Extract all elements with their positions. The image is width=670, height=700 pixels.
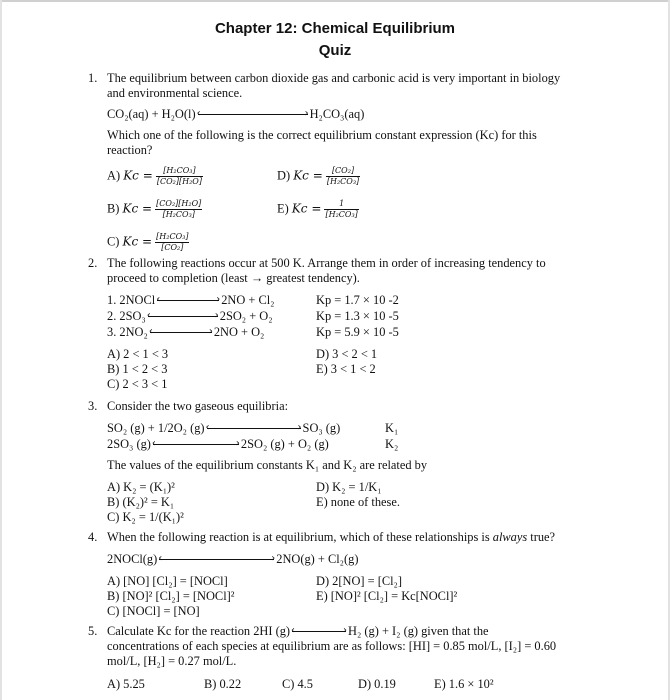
q4-option-d: D) 2[NO] = [Cl₂] bbox=[316, 574, 402, 588]
equilibrium-arrow-icon: ‹ › bbox=[156, 294, 221, 306]
q4-option-c: C) [NOCl] = [NO] bbox=[107, 604, 200, 618]
q5-text-line2: concentrations of each species at equilibrium are as follows: [HI] = 0.85 mol/L, [I₂] = 0.60 bbox=[107, 639, 557, 653]
q5-number: 5. bbox=[88, 624, 98, 638]
q2-r3-kp: Kp = 5.9 × 10 -5 bbox=[316, 325, 399, 339]
q1-text-line1: The equilibrium between carbon dioxide gas and carbonic acid is very important in biology bbox=[107, 71, 561, 85]
q1-question-line1: Which one of the following is the correct equilibrium constant expression (Kc) for this bbox=[107, 128, 537, 142]
page-frame-left bbox=[0, 0, 2, 700]
page-title: Chapter 12: Chemical Equilibrium bbox=[214, 20, 456, 37]
q3-r2-k: K₂ bbox=[385, 437, 399, 451]
q1-option-c-denominator: [CO₂] bbox=[161, 243, 184, 252]
q2-r2-kp: Kp = 1.3 × 10 -5 bbox=[316, 309, 399, 323]
q5-text-line1 bbox=[107, 624, 489, 638]
q1-option-b-denominator: [H₂CO₃] bbox=[162, 210, 195, 219]
q1-option-d-fraction bbox=[326, 166, 360, 187]
equilibrium-arrow-icon: ‹ › bbox=[158, 553, 276, 565]
q5-text-left: Calculate Kc for the reaction 2HI (g) bbox=[107, 624, 291, 638]
q3-r2-right: 2SO₂ (g) + O₂ (g) bbox=[240, 437, 329, 451]
q2-text-line2: proceed to completion (least → greatest tendency). bbox=[107, 271, 360, 285]
q1-option-d bbox=[277, 166, 360, 187]
q5-option-b: B) 0.22 bbox=[204, 677, 242, 691]
q4-text-after: true? bbox=[527, 530, 556, 544]
equilibrium-arrow-icon: ‹ › bbox=[148, 326, 213, 338]
q4-reaction-right: 2NO(g) + Cl₂(g) bbox=[276, 552, 359, 566]
q5-option-a: A) 5.25 bbox=[107, 677, 145, 691]
q1-option-b-numerator: [CO₂][H₂O] bbox=[156, 199, 202, 208]
q1-option-e-fraction bbox=[324, 199, 358, 220]
q2-r1-left: 1. 2NOCl bbox=[107, 293, 156, 307]
q3-r1-k: K₁ bbox=[385, 421, 399, 435]
equilibrium-arrow-icon: ‹ › bbox=[205, 422, 302, 434]
q2-option-a: A) 2 < 1 < 3 bbox=[107, 347, 169, 361]
q5-option-c: C) 4.5 bbox=[282, 677, 313, 691]
q3-r2-left: 2SO₃ (g) bbox=[107, 437, 151, 451]
q1-option-a bbox=[107, 166, 203, 187]
q4-option-b: B) [NO]² [Cl₂] = [NOCl]² bbox=[107, 589, 235, 603]
q1-option-d-numerator: [CO₂] bbox=[326, 166, 360, 177]
q2-r3-left: 3. 2NO₂ bbox=[107, 325, 148, 339]
equilibrium-arrow-icon: ‹ › bbox=[146, 310, 219, 322]
q3-option-d: D) K₂ = 1/K₁ bbox=[316, 480, 382, 494]
q3-reaction-2 bbox=[107, 437, 329, 451]
q3-question: The values of the equilibrium constants K₁ and K₂ are related by bbox=[107, 458, 428, 472]
q1-option-c-kc: Kc = bbox=[122, 234, 153, 249]
q1-option-c-numerator: [H₂CO₃] bbox=[156, 232, 189, 241]
q2-r2-right: 2SO₂ + O₂ bbox=[219, 309, 273, 323]
q2-reaction-2 bbox=[107, 309, 273, 323]
q1-option-e-numerator: 1 bbox=[324, 199, 358, 210]
equilibrium-arrow-icon: ‹ › bbox=[196, 108, 309, 120]
q3-option-e: E) none of these. bbox=[316, 495, 400, 509]
q1-option-b-label: B) bbox=[107, 201, 120, 216]
q1-option-a-kc: Kc = bbox=[123, 168, 153, 183]
q1-number: 1. bbox=[88, 71, 98, 85]
q1-option-e bbox=[277, 199, 359, 220]
q3-number: 3. bbox=[88, 399, 98, 413]
q4-text bbox=[107, 530, 555, 544]
q1-option-a-numerator: [H₂CO₃] bbox=[156, 166, 203, 177]
q2-reaction-3 bbox=[107, 325, 264, 339]
q1-option-c-fraction bbox=[155, 232, 189, 253]
q3-r1-left: SO₂ (g) + 1/2O₂ (g) bbox=[107, 421, 205, 435]
q2-r1-right: 2NO + Cl₂ bbox=[221, 293, 275, 307]
q1-option-d-kc: Kc = bbox=[293, 168, 323, 183]
q4-text-before: When the following reaction is at equilibrium, which of these relationships is bbox=[107, 530, 493, 544]
q1-reaction bbox=[107, 107, 364, 121]
q4-reaction-left: 2NOCl(g) bbox=[107, 552, 158, 566]
q1-option-b-fraction bbox=[155, 199, 202, 220]
equilibrium-arrow-icon: ‹ › bbox=[291, 625, 348, 637]
q2-r2-left: 2. 2SO₃ bbox=[107, 309, 146, 323]
q2-option-c: C) 2 < 3 < 1 bbox=[107, 377, 168, 391]
q3-option-c: C) K₂ = 1/(K₁)² bbox=[107, 510, 184, 524]
q5-option-d: D) 0.19 bbox=[358, 677, 396, 691]
q4-option-e: E) [NO]² [Cl₂] = Kc[NOCl]² bbox=[316, 589, 458, 603]
q4-text-emphasis: always bbox=[492, 530, 528, 544]
q5-text-line3: mol/L, [H₂] = 0.27 mol/L. bbox=[107, 654, 237, 668]
q3-option-b: B) (K₂)² = K₁ bbox=[107, 495, 175, 509]
q2-r1-kp: Kp = 1.7 × 10 -2 bbox=[316, 293, 399, 307]
q3-option-a: A) K₂ = (K₁)² bbox=[107, 480, 175, 494]
q1-option-a-label: A) bbox=[107, 168, 121, 183]
q3-r1-right: SO₃ (g) bbox=[302, 421, 341, 435]
q1-option-a-denominator: [CO₂][H₂O] bbox=[156, 177, 202, 186]
q4-number: 4. bbox=[88, 530, 98, 544]
q1-reaction-left: CO₂(aq) + H₂O(l) bbox=[107, 107, 196, 121]
q2-text-line1: The following reactions occur at 500 K. Arrange them in order of increasing tendency to bbox=[107, 256, 546, 270]
q1-text-line2: and environmental science. bbox=[107, 86, 243, 100]
q1-option-e-denominator: [H₂CO₃] bbox=[325, 210, 358, 219]
q1-option-e-label: E) bbox=[277, 201, 289, 216]
q1-question-line2: reaction? bbox=[107, 143, 153, 157]
q4-option-a: A) [NO] [Cl₂] = [NOCl] bbox=[107, 574, 228, 588]
q2-reaction-1 bbox=[107, 293, 275, 307]
q2-option-e: E) 3 < 1 < 2 bbox=[316, 362, 376, 376]
q3-reaction-1 bbox=[107, 421, 340, 435]
q5-text-right: H₂ (g) + I₂ (g) given that the bbox=[348, 624, 489, 638]
q1-option-c-label: C) bbox=[107, 234, 120, 249]
q1-option-d-denominator: [H₂CO₃] bbox=[326, 177, 360, 186]
q1-option-b-kc: Kc = bbox=[122, 201, 153, 216]
q4-reaction bbox=[107, 552, 358, 566]
q1-option-e-kc: Kc = bbox=[291, 201, 322, 216]
q1-option-c bbox=[107, 232, 189, 253]
q3-text: Consider the two gaseous equilibria: bbox=[107, 399, 289, 413]
q5-option-e: E) 1.6 × 10² bbox=[434, 677, 494, 691]
page-subtitle: Quiz bbox=[318, 42, 352, 59]
q1-option-b bbox=[107, 199, 202, 220]
q2-option-d: D) 3 < 2 < 1 bbox=[316, 347, 378, 361]
q1-option-a-fraction bbox=[156, 166, 203, 187]
q1-option-d-label: D) bbox=[277, 168, 291, 183]
equilibrium-arrow-icon: ‹ › bbox=[151, 438, 240, 450]
q2-number: 2. bbox=[88, 256, 98, 270]
page-frame-top bbox=[0, 0, 670, 2]
q2-r3-right: 2NO + O₂ bbox=[213, 325, 265, 339]
q1-reaction-right: H₂CO₃(aq) bbox=[309, 107, 365, 121]
q2-option-b: B) 1 < 2 < 3 bbox=[107, 362, 168, 376]
